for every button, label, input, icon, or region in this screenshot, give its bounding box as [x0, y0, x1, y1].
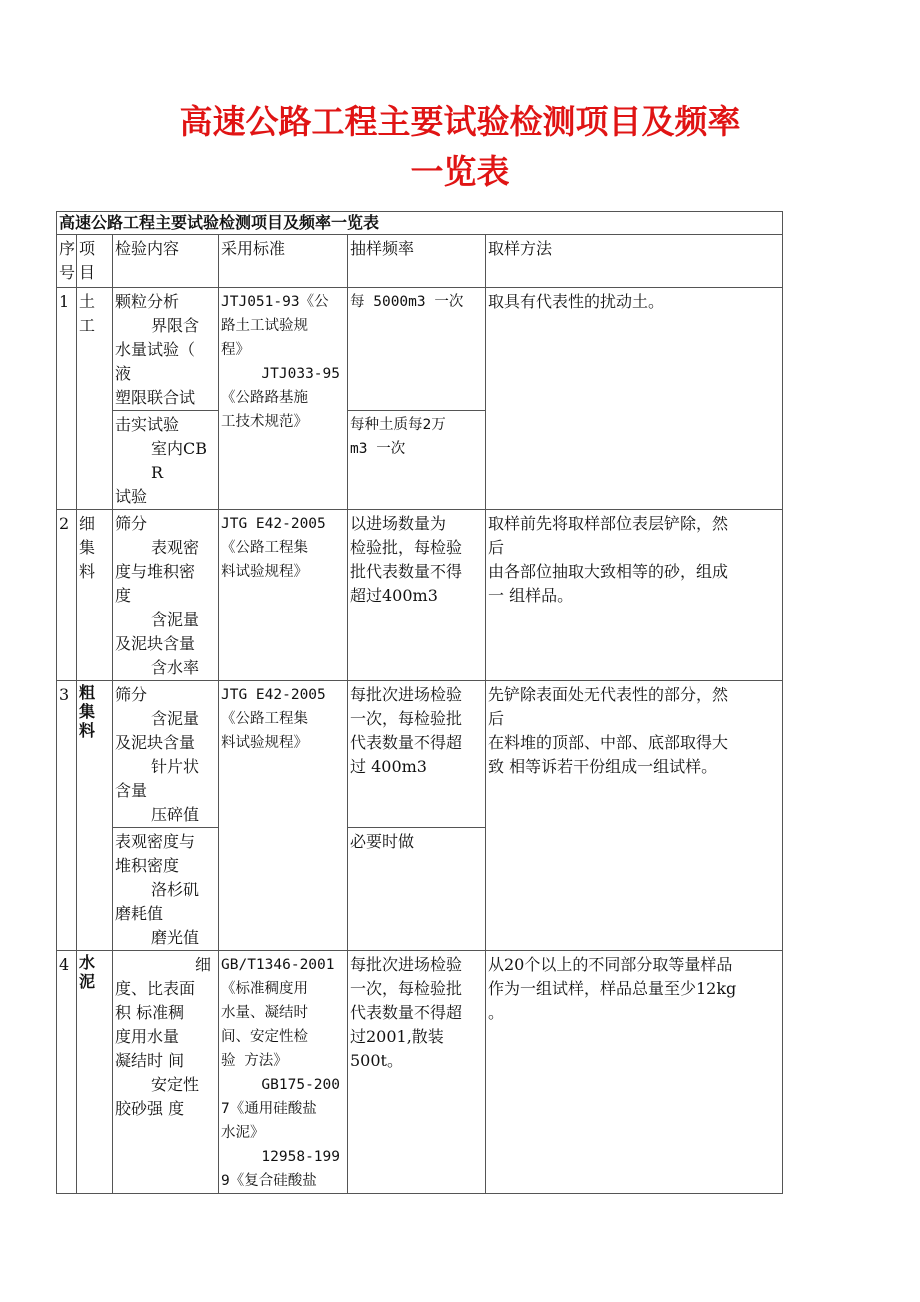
row-frequency: 每种土质每2万 m3 一次 — [348, 411, 486, 510]
row-method: 取具有代表性的扰动土。 — [486, 288, 783, 510]
row-item: 土 工 — [77, 288, 113, 510]
header-content: 检验内容 — [113, 235, 219, 288]
header-no: 序 号 — [57, 235, 77, 288]
row-content: 表观密度与 堆积密度 洛杉矶 磨耗值 磨光值 — [113, 828, 219, 951]
row-frequency: 每批次进场检验 一次，每检验批 代表数量不得超 过 400m3 — [348, 681, 486, 828]
row-standard: JTG E42-2005 《公路工程集 料试验规程》 — [219, 681, 348, 951]
row-method: 先铲除表面处无代表性的部分，然 后 在料堆的顶部、中部、底部取得大 致 相等诉若干份组成一组试样。 — [486, 681, 783, 951]
table-row — [57, 681, 783, 828]
row-method: 从20个以上的不同部分取等量样品 作为一组试样，样品总量至少12kg 。 — [486, 951, 783, 1194]
document-title-line-2: 一览表 — [410, 152, 510, 191]
row-frequency: 以进场数量为 检验批，每检验 批代表数量不得 超过400m3 — [348, 510, 486, 681]
row-number: 1 — [57, 288, 77, 510]
table-row — [57, 288, 783, 411]
row-content: 细 度、比表面 积 标准稠 度用水量 凝结时 间 安定性 胶砂强 度 — [113, 951, 219, 1194]
row-number: 3 — [57, 681, 77, 951]
row-item: 细 集 料 — [77, 510, 113, 681]
header-standard: 采用标准 — [219, 235, 348, 288]
inspection-table — [56, 211, 783, 1194]
row-item: 水 泥 — [77, 951, 113, 1194]
row-frequency: 必要时做 — [348, 828, 486, 951]
table-header-row — [57, 235, 783, 288]
table-row — [57, 951, 783, 1194]
row-content: 筛分 含泥量 及泥块含量 针片状 含量 压碎值 — [113, 681, 219, 828]
row-number: 2 — [57, 510, 77, 681]
row-standard: JTJ051-93《公 路土工试验规 程》 JTJ033-95 《公路路基施 工技术规范》 — [219, 288, 348, 510]
row-frequency: 每 5000m3 一次 — [348, 288, 486, 411]
row-frequency: 每批次进场检验 一次，每检验批 代表数量不得超 过2001,散装 500t。 — [348, 951, 486, 1194]
table-caption: 高速公路工程主要试验检测项目及频率一览表 — [57, 212, 783, 235]
document-title-line-1: 高速公路工程主要试验检测项目及频率 — [179, 102, 741, 141]
row-method: 取样前先将取样部位表层铲除，然 后 由各部位抽取大致相等的砂，组成 一 组样品。 — [486, 510, 783, 681]
row-item: 粗 集 料 — [77, 681, 113, 951]
row-standard: GB/T1346-2001 《标准稠度用 水量、凝结时 间、安定性检 验 方法》 GB175-200 7《通用硅酸盐 水泥》 12958-199 9《复合硅酸盐 — [219, 951, 348, 1194]
header-frequency: 抽样频率 — [348, 235, 486, 288]
row-standard: JTG E42-2005 《公路工程集 料试验规程》 — [219, 510, 348, 681]
header-method: 取样方法 — [486, 235, 783, 288]
row-content: 击实试验 室内CBR 试验 — [113, 411, 219, 510]
header-item: 项 目 — [77, 235, 113, 288]
row-content: 筛分 表观密 度与堆积密 度 含泥量 及泥块含量 含水率 — [113, 510, 219, 681]
table-row — [57, 510, 783, 681]
row-content: 颗粒分析 界限含 水量试验（ 液 塑限联合试 — [113, 288, 219, 411]
row-number: 4 — [57, 951, 77, 1194]
